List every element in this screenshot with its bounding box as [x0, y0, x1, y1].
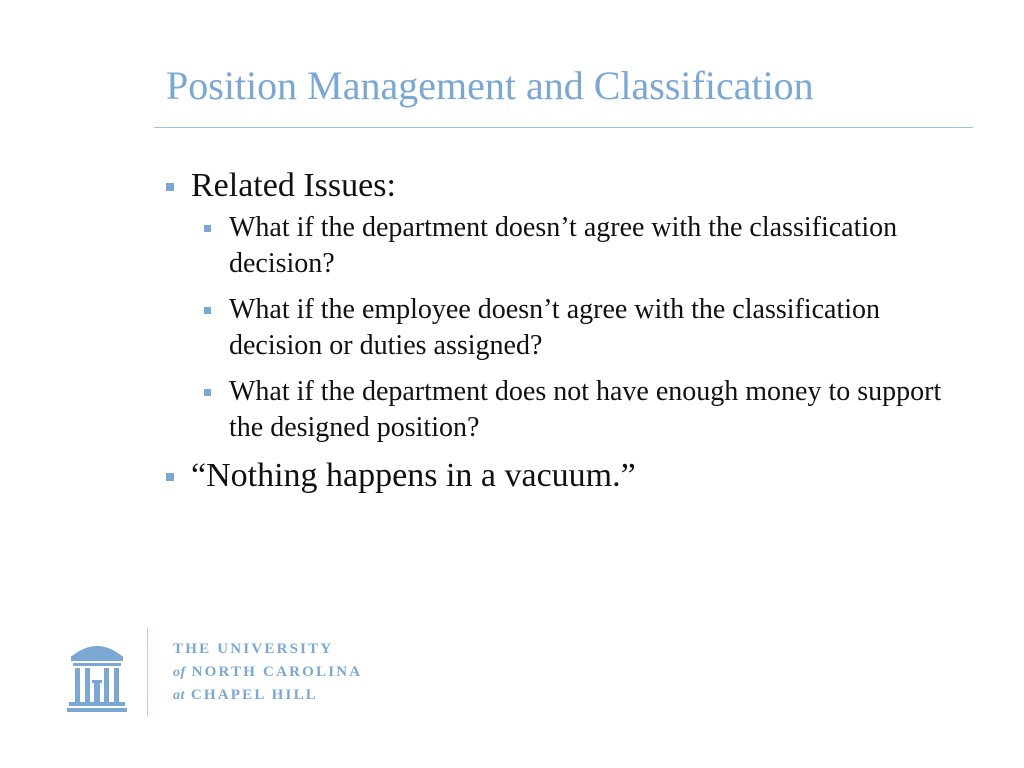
- bullet-text: Related Issues:: [191, 167, 396, 204]
- title-divider: [154, 127, 973, 128]
- square-bullet-icon: [204, 225, 211, 232]
- old-well-icon: [66, 634, 128, 714]
- square-bullet-icon: [204, 389, 211, 396]
- wordmark-prefix: of: [173, 665, 186, 680]
- university-wordmark: [173, 638, 362, 707]
- related-issues-sublist: [204, 210, 946, 446]
- slide-title: Position Management and Classification: [166, 63, 814, 108]
- logo-divider: [147, 628, 148, 716]
- wordmark-main: NORTH CAROLINA: [191, 664, 363, 680]
- university-logo: [66, 628, 396, 720]
- bullet-related-issues: [166, 166, 946, 206]
- square-bullet-icon: [166, 183, 174, 191]
- sub-bullet-text: What if the department doesn’t agree with the classification decision?: [229, 212, 898, 279]
- square-bullet-icon: [204, 307, 211, 314]
- bullet-text: “Nothing happens in a vacuum.”: [191, 457, 636, 494]
- wordmark-line-3: [173, 684, 362, 707]
- sub-bullet: [204, 374, 946, 446]
- sub-bullet: [204, 210, 946, 282]
- slide-content: [166, 166, 946, 500]
- bullet-quote: [166, 456, 946, 496]
- sub-bullet-text: What if the employee doesn’t agree with the classification decision or duties assigned?: [229, 294, 881, 361]
- wordmark-line-2: [173, 661, 362, 684]
- wordmark-prefix: at: [173, 688, 185, 703]
- sub-bullet-text: What if the department does not have enough money to support the designed position?: [229, 376, 942, 443]
- sub-bullet: [204, 292, 946, 364]
- wordmark-line-1: THE UNIVERSITY: [173, 641, 334, 657]
- wordmark-main: CHAPEL HILL: [190, 687, 318, 703]
- square-bullet-icon: [166, 473, 174, 481]
